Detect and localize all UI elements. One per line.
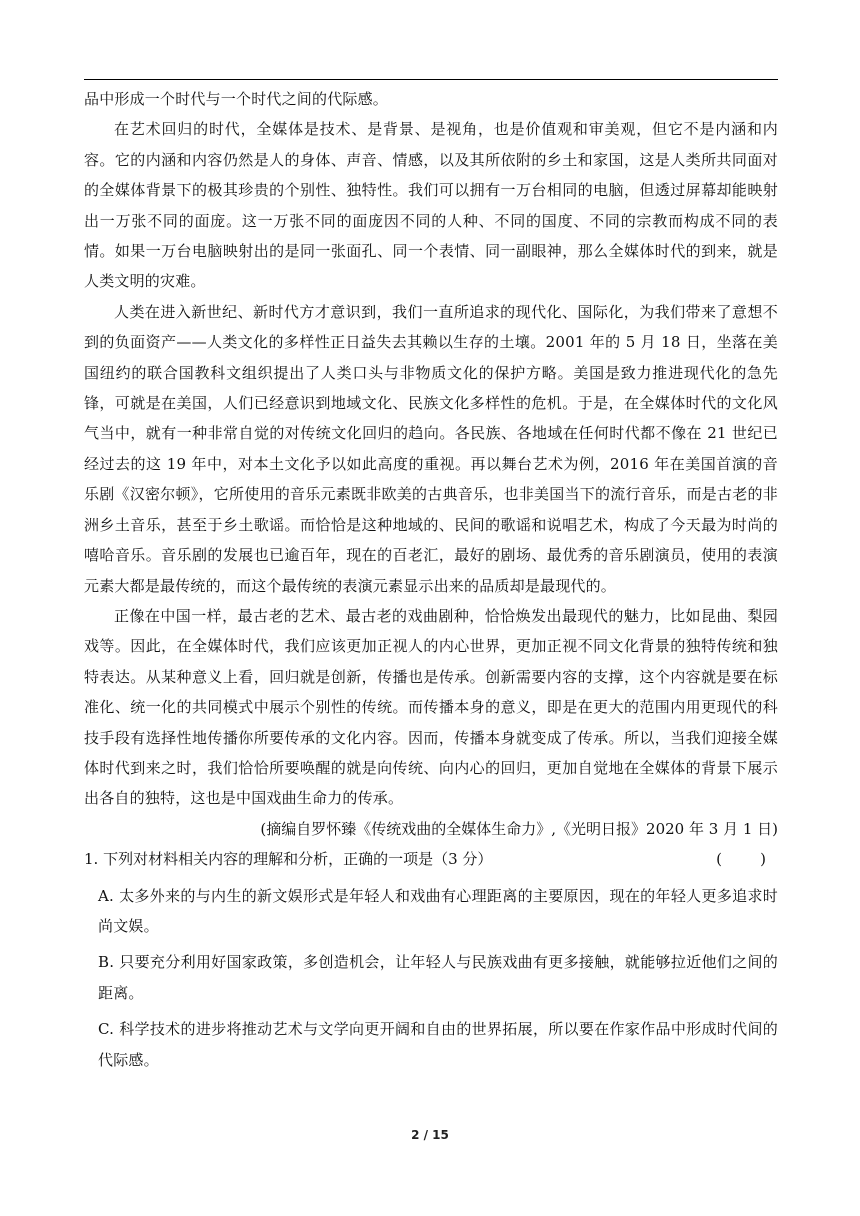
paragraph-cultural-diversity: 人类在进入新世纪、新时代方才意识到，我们一直所追求的现代化、国际化，为我们带来了意想不到的负面资产——人类文化的多样性正日益失去其赖以生存的土壤。2001 年的 5 月 18 日，坐落在美国纽约的联合国教科文组织提出了人类口头与非物质文化的保护方略。美国是致力推进现代化的急先锋，可就是在美国，人们已经意识到地域文化、民族文化多样性的危机。于是，在全媒体时代的文化风气当中，就有一种非常自觉的对传统文化回归的趋向。各民族、各地域在任何时代都不像在 21 世纪已经过去的这 19 年中，对本土文化予以如此高度的重视。再以舞台艺术为例，2016 年在美国首演的音乐剧《汉密尔顿》，它所使用的音乐元素既非欧美的古典音乐，也非美国当下的流行音乐，而是古老的非洲乡土音乐，甚至于乡土歌谣。而恰恰是这种地域的、民间的歌谣和说唱艺术，构成了今天最为时尚的嘻哈音乐。音乐剧的发展也已逾百年，现在的百老汇，最好的剧场、最优秀的音乐剧演员，使用的表演元素大都是最传统的，而这个最传统的表演元素显示出来的品质却是最现代的。 <box>84 302 778 595</box>
paragraph-art-return: 在艺术回归的时代，全媒体是技术、是背景、是视角，也是价值观和审美观，但它不是内涵和内容。它的内涵和内容仍然是人的身体、声音、情感，以及其所依附的乡土和家国，这是人类所共同面对的全媒体背景下的极其珍贵的个别性、独特性。我们可以拥有一万台相同的电脑，但透过屏幕却能映射出一万张不同的面庞。这一万张不同的面庞因不同的人种、不同的国度、不同的宗教而构成不同的表情。如果一万台电脑映射出的是同一张面孔、同一个表情、同一副眼神，那么全媒体时代的到来，就是人类文明的灾难。 <box>84 120 778 291</box>
option-c: C. 科学技术的进步将推动艺术与文学向更开阔和自由的世界拓展，所以要在作家作品中形成时代间的代际感。 <box>98 1020 778 1069</box>
option-b: B. 只要充分利用好国家政策，多创造机会，让年轻人与民族戏曲有更多接触，就能够拉近他们之间的距离。 <box>98 953 778 1002</box>
question-stem-row <box>84 844 778 874</box>
option-a: A. 太多外来的与内生的新文娱形式是年轻人和戏曲有心理距离的主要原因，现在的年轻人更多追求时尚文娱。 <box>98 886 778 935</box>
answer-blank: ( ) <box>716 850 766 869</box>
source-citation: (摘编自罗怀臻《传统戏曲的全媒体生命力》,《光明日报》2020 年 3 月 1 日) <box>260 819 778 838</box>
document-body <box>84 84 778 1075</box>
question-stem: 1. 下列对材料相关内容的理解和分析，正确的一项是（3 分） <box>84 850 493 869</box>
paragraph-continuation: 品中形成一个时代与一个时代之间的代际感。 <box>84 90 389 108</box>
header-rule <box>84 79 778 80</box>
page-number: 2 / 15 <box>411 1128 449 1142</box>
paragraph-chinese-opera: 正像在中国一样，最古老的艺术、最古老的戏曲剧种，恰恰焕发出最现代的魅力，比如昆曲、梨园戏等。因此，在全媒体时代，我们应该更加正视人的内心世界，更加正视不同文化背景的独特传统和独特表达。从某种意义上看，回归就是创新，传播也是传承。创新需要内容的支撑，这个内容就是要在标准化、统一化的共同模式中展示个别性的传统。而传播本身的意义，即是在更大的范围内用更现代的科技手段有选择性地传播你所要传承的文化内容。因而，传播本身就变成了传承。所以，当我们迎接全媒体时代到来之时，我们恰恰所要唤醒的就是向传统、向内心的回归，更加自觉地在全媒体的背景下展示出各自的独特，这也是中国戏曲生命力的传承。 <box>84 606 778 808</box>
